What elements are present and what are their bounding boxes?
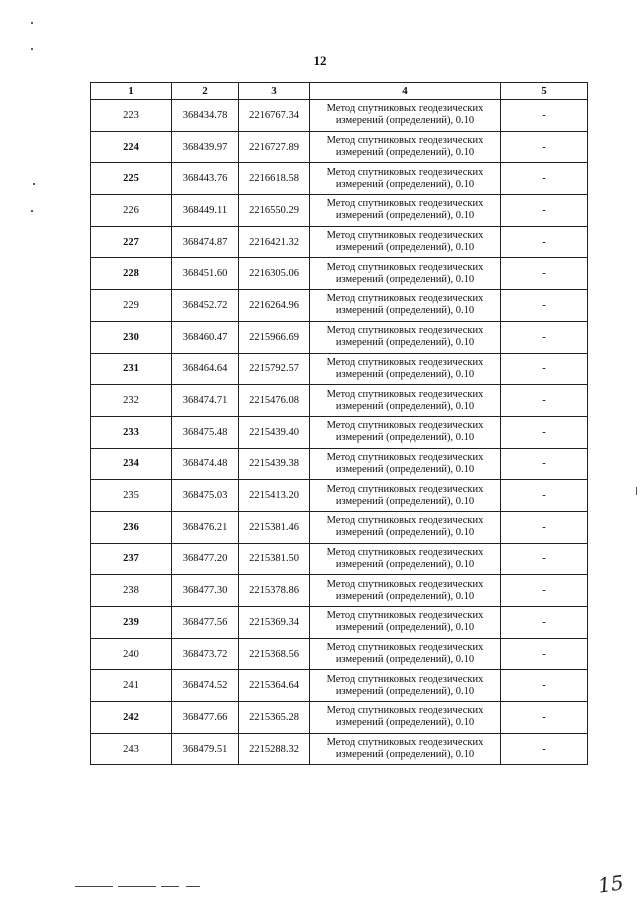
page-number: 12 xyxy=(313,53,327,68)
method-line-1: Метод спутниковых геодезических xyxy=(326,515,484,527)
y-coordinate-cell: 2216727.89 xyxy=(239,131,310,163)
col5-cell: - xyxy=(501,607,588,639)
point-number-cell: 223 xyxy=(91,100,172,132)
table-header-row xyxy=(91,83,588,100)
point-number-cell: 241 xyxy=(91,670,172,702)
method-line-1: Метод спутниковых геодезических xyxy=(326,737,484,749)
point-number-cell: 236 xyxy=(91,511,172,543)
method-line-1: Метод спутниковых геодезических xyxy=(326,642,484,654)
col5-cell: - xyxy=(501,543,588,575)
x-coordinate-cell: 368443.76 xyxy=(172,163,239,195)
point-number-cell: 228 xyxy=(91,258,172,290)
scan-speck xyxy=(31,210,33,212)
method-line-2: измерений (определений), 0.10 xyxy=(335,590,475,602)
header-col-5: 5 xyxy=(501,83,588,100)
col5-cell: - xyxy=(501,195,588,227)
table-row xyxy=(91,163,588,195)
x-coordinate-cell: 368475.48 xyxy=(172,416,239,448)
table-row xyxy=(91,195,588,227)
y-coordinate-cell: 2216421.32 xyxy=(239,226,310,258)
x-coordinate-cell: 368452.72 xyxy=(172,290,239,322)
col5-cell: - xyxy=(501,575,588,607)
method-cell xyxy=(310,100,501,132)
handwritten-page-note: 15 xyxy=(596,870,625,898)
scan-speck xyxy=(636,487,637,495)
point-number-cell: 239 xyxy=(91,607,172,639)
method-line-1: Метод спутниковых геодезических xyxy=(326,578,484,590)
method-line-2: измерений (определений), 0.10 xyxy=(335,242,475,254)
point-number-cell: 234 xyxy=(91,448,172,480)
scan-speck xyxy=(31,48,33,50)
method-line-1: Метод спутниковых геодезических xyxy=(326,705,484,717)
y-coordinate-cell: 2216618.58 xyxy=(239,163,310,195)
table-row xyxy=(91,385,588,417)
method-line-1: Метод спутниковых геодезических xyxy=(326,261,484,273)
x-coordinate-cell: 368451.60 xyxy=(172,258,239,290)
header-col-2: 2 xyxy=(172,83,239,100)
scan-speck xyxy=(31,22,33,24)
x-coordinate-cell: 368479.51 xyxy=(172,733,239,765)
method-line-1: Метод спутниковых геодезических xyxy=(326,610,484,622)
method-cell xyxy=(310,448,501,480)
method-line-2: измерений (определений), 0.10 xyxy=(335,654,475,666)
method-line-2: измерений (определений), 0.10 xyxy=(335,685,475,697)
y-coordinate-cell: 2215439.40 xyxy=(239,416,310,448)
method-cell xyxy=(310,321,501,353)
table-row xyxy=(91,575,588,607)
y-coordinate-cell: 2215966.69 xyxy=(239,321,310,353)
method-line-2: измерений (определений), 0.10 xyxy=(335,400,475,412)
method-cell xyxy=(310,258,501,290)
col5-cell: - xyxy=(501,131,588,163)
method-line-2: измерений (определений), 0.10 xyxy=(335,622,475,634)
y-coordinate-cell: 2215369.34 xyxy=(239,607,310,639)
y-coordinate-cell: 2215364.64 xyxy=(239,670,310,702)
y-coordinate-cell: 2215288.32 xyxy=(239,733,310,765)
table-row xyxy=(91,638,588,670)
x-coordinate-cell: 368464.64 xyxy=(172,353,239,385)
table-row xyxy=(91,290,588,322)
x-coordinate-cell: 368449.11 xyxy=(172,195,239,227)
method-line-2: измерений (определений), 0.10 xyxy=(335,749,475,761)
method-cell xyxy=(310,385,501,417)
y-coordinate-cell: 2215365.28 xyxy=(239,702,310,734)
method-cell xyxy=(310,607,501,639)
y-coordinate-cell: 2216305.06 xyxy=(239,258,310,290)
footer-line xyxy=(118,886,156,887)
method-line-2: измерений (определений), 0.10 xyxy=(335,210,475,222)
col5-cell: - xyxy=(501,448,588,480)
method-line-1: Метод спутниковых геодезических xyxy=(326,483,484,495)
method-cell xyxy=(310,195,501,227)
x-coordinate-cell: 368476.21 xyxy=(172,511,239,543)
method-cell xyxy=(310,575,501,607)
method-cell xyxy=(310,480,501,512)
method-line-2: измерений (определений), 0.10 xyxy=(335,115,475,127)
table-row xyxy=(91,353,588,385)
method-cell xyxy=(310,702,501,734)
col5-cell: - xyxy=(501,480,588,512)
y-coordinate-cell: 2215378.86 xyxy=(239,575,310,607)
x-coordinate-cell: 368477.30 xyxy=(172,575,239,607)
col5-cell: - xyxy=(501,511,588,543)
footer-line xyxy=(161,886,179,887)
table-row xyxy=(91,448,588,480)
point-number-cell: 229 xyxy=(91,290,172,322)
col5-cell: - xyxy=(501,100,588,132)
y-coordinate-cell: 2216264.96 xyxy=(239,290,310,322)
y-coordinate-cell: 2215381.50 xyxy=(239,543,310,575)
col5-cell: - xyxy=(501,258,588,290)
method-line-2: измерений (определений), 0.10 xyxy=(335,273,475,285)
method-cell xyxy=(310,543,501,575)
point-number-cell: 230 xyxy=(91,321,172,353)
point-number-cell: 224 xyxy=(91,131,172,163)
col5-cell: - xyxy=(501,321,588,353)
method-line-1: Метод спутниковых геодезических xyxy=(326,451,484,463)
method-line-1: Метод спутниковых геодезических xyxy=(326,103,484,115)
x-coordinate-cell: 368477.20 xyxy=(172,543,239,575)
table-row xyxy=(91,226,588,258)
footer-line xyxy=(186,886,200,887)
y-coordinate-cell: 2215368.56 xyxy=(239,638,310,670)
col5-cell: - xyxy=(501,163,588,195)
table-row xyxy=(91,702,588,734)
method-cell xyxy=(310,226,501,258)
method-line-1: Метод спутниковых геодезических xyxy=(326,198,484,210)
method-line-1: Метод спутниковых геодезических xyxy=(326,673,484,685)
point-number-cell: 227 xyxy=(91,226,172,258)
x-coordinate-cell: 368434.78 xyxy=(172,100,239,132)
point-number-cell: 240 xyxy=(91,638,172,670)
method-line-2: измерений (определений), 0.10 xyxy=(335,147,475,159)
point-number-cell: 225 xyxy=(91,163,172,195)
x-coordinate-cell: 368474.48 xyxy=(172,448,239,480)
method-line-1: Метод спутниковых геодезических xyxy=(326,388,484,400)
x-coordinate-cell: 368473.72 xyxy=(172,638,239,670)
method-cell xyxy=(310,670,501,702)
x-coordinate-cell: 368460.47 xyxy=(172,321,239,353)
y-coordinate-cell: 2215381.46 xyxy=(239,511,310,543)
method-line-1: Метод спутниковых геодезических xyxy=(326,166,484,178)
method-line-2: измерений (определений), 0.10 xyxy=(335,558,475,570)
table-row xyxy=(91,607,588,639)
method-line-2: измерений (определений), 0.10 xyxy=(335,463,475,475)
y-coordinate-cell: 2215439.38 xyxy=(239,448,310,480)
col5-cell: - xyxy=(501,733,588,765)
table-row xyxy=(91,258,588,290)
x-coordinate-cell: 368474.52 xyxy=(172,670,239,702)
footer-line xyxy=(75,886,113,887)
y-coordinate-cell: 2215792.57 xyxy=(239,353,310,385)
point-number-cell: 243 xyxy=(91,733,172,765)
col5-cell: - xyxy=(501,353,588,385)
x-coordinate-cell: 368477.56 xyxy=(172,607,239,639)
coordinates-table xyxy=(90,82,588,765)
col5-cell: - xyxy=(501,702,588,734)
method-line-2: измерений (определений), 0.10 xyxy=(335,717,475,729)
method-line-2: измерений (определений), 0.10 xyxy=(335,432,475,444)
method-line-2: измерений (определений), 0.10 xyxy=(335,495,475,507)
method-cell xyxy=(310,416,501,448)
table-row xyxy=(91,416,588,448)
method-line-2: измерений (определений), 0.10 xyxy=(335,178,475,190)
method-cell xyxy=(310,131,501,163)
method-line-1: Метод спутниковых геодезических xyxy=(326,325,484,337)
method-cell xyxy=(310,511,501,543)
table-row xyxy=(91,480,588,512)
header-col-3: 3 xyxy=(239,83,310,100)
y-coordinate-cell: 2215476.08 xyxy=(239,385,310,417)
x-coordinate-cell: 368439.97 xyxy=(172,131,239,163)
point-number-cell: 235 xyxy=(91,480,172,512)
method-cell xyxy=(310,733,501,765)
table-row xyxy=(91,511,588,543)
method-cell xyxy=(310,638,501,670)
x-coordinate-cell: 368475.03 xyxy=(172,480,239,512)
header-col-4: 4 xyxy=(310,83,501,100)
method-line-2: измерений (определений), 0.10 xyxy=(335,368,475,380)
col5-cell: - xyxy=(501,385,588,417)
table-row xyxy=(91,321,588,353)
point-number-cell: 242 xyxy=(91,702,172,734)
scan-speck xyxy=(33,183,35,185)
method-line-1: Метод спутниковых геодезических xyxy=(326,356,484,368)
y-coordinate-cell: 2216550.29 xyxy=(239,195,310,227)
col5-cell: - xyxy=(501,416,588,448)
method-line-2: измерений (определений), 0.10 xyxy=(335,527,475,539)
col5-cell: - xyxy=(501,290,588,322)
point-number-cell: 231 xyxy=(91,353,172,385)
point-number-cell: 237 xyxy=(91,543,172,575)
point-number-cell: 233 xyxy=(91,416,172,448)
table-row xyxy=(91,543,588,575)
x-coordinate-cell: 368477.66 xyxy=(172,702,239,734)
method-cell xyxy=(310,163,501,195)
table-row xyxy=(91,131,588,163)
method-line-1: Метод спутниковых геодезических xyxy=(326,293,484,305)
method-line-1: Метод спутниковых геодезических xyxy=(326,230,484,242)
method-line-2: измерений (определений), 0.10 xyxy=(335,305,475,317)
col5-cell: - xyxy=(501,670,588,702)
col5-cell: - xyxy=(501,226,588,258)
x-coordinate-cell: 368474.71 xyxy=(172,385,239,417)
method-line-1: Метод спутниковых геодезических xyxy=(326,546,484,558)
header-col-1: 1 xyxy=(91,83,172,100)
y-coordinate-cell: 2215413.20 xyxy=(239,480,310,512)
x-coordinate-cell: 368474.87 xyxy=(172,226,239,258)
table-row xyxy=(91,733,588,765)
point-number-cell: 232 xyxy=(91,385,172,417)
table-row xyxy=(91,670,588,702)
col5-cell: - xyxy=(501,638,588,670)
y-coordinate-cell: 2216767.34 xyxy=(239,100,310,132)
method-cell xyxy=(310,353,501,385)
method-line-1: Метод спутниковых геодезических xyxy=(326,420,484,432)
point-number-cell: 226 xyxy=(91,195,172,227)
method-line-1: Метод спутниковых геодезических xyxy=(326,135,484,147)
method-line-2: измерений (определений), 0.10 xyxy=(335,337,475,349)
point-number-cell: 238 xyxy=(91,575,172,607)
table-row xyxy=(91,100,588,132)
method-cell xyxy=(310,290,501,322)
